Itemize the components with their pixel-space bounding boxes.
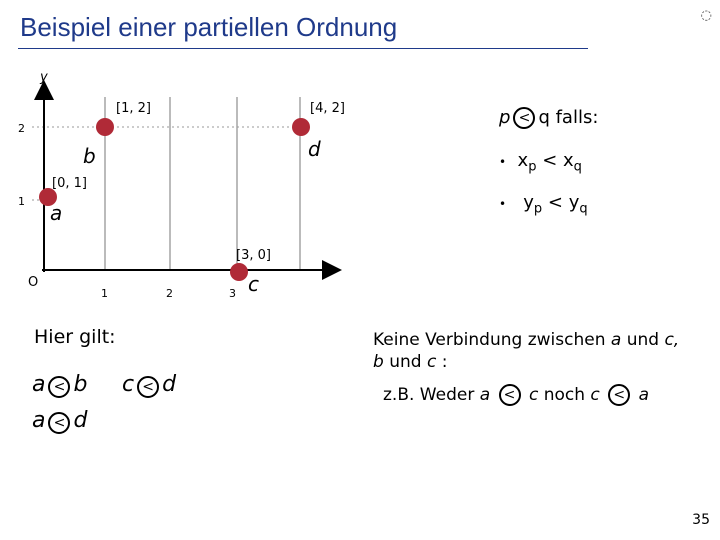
point-b-coord: [1, 2]: [116, 101, 151, 116]
noch-a: a: [638, 385, 650, 405]
rel2-left: c: [122, 372, 135, 397]
y-q: y: [568, 192, 580, 213]
lt-x: <: [542, 150, 558, 171]
origin-label: O: [28, 275, 39, 290]
rel3-left: a: [32, 408, 46, 433]
y-axis-label: y: [40, 70, 48, 85]
keine-c2: c: [426, 352, 437, 372]
page-number: 35: [692, 512, 710, 528]
keine-und-2: und: [383, 352, 427, 372]
less-than-circle-icon: <: [513, 107, 535, 129]
y-tick-1: 1: [18, 195, 25, 208]
point-c-coord: [3, 0]: [236, 248, 271, 263]
rel2-right: d: [162, 372, 177, 397]
grid-lines: [105, 97, 300, 270]
point-d-name: d: [308, 137, 321, 161]
rel3-right: d: [73, 408, 88, 433]
var-p: p: [499, 107, 511, 128]
y-tick-2: 2: [18, 122, 25, 135]
relation-a-d: [32, 408, 87, 434]
keine-line-2: [373, 352, 447, 372]
point-a-coord: [0, 1]: [52, 176, 87, 191]
sub-p-y: p: [533, 201, 543, 217]
x-q: x: [563, 150, 574, 171]
y-p: y: [523, 192, 534, 213]
zb-a: a: [479, 385, 491, 405]
less-than-circle-icon: <: [137, 376, 159, 398]
condition-y: [499, 192, 588, 217]
less-than-circle-icon: <: [499, 384, 521, 406]
noch-text: noch: [538, 385, 591, 405]
less-than-circle-icon: <: [48, 376, 70, 398]
rel1-right: b: [73, 372, 88, 397]
point-c: [230, 263, 248, 281]
relation-c-d: [122, 372, 176, 398]
keine-text: Keine Verbindung zwischen: [373, 330, 611, 350]
slide-title: Beispiel einer partiellen Ordnung: [20, 12, 398, 42]
sub-q-x: q: [573, 159, 582, 175]
zb-c: c: [528, 385, 539, 405]
x-p: x: [517, 150, 529, 171]
point-d: [292, 118, 310, 136]
bullet-y: •: [499, 197, 507, 211]
less-than-circle-icon: <: [48, 412, 70, 434]
sub-p-x: p: [528, 159, 537, 175]
x-tick-3: 3: [229, 287, 236, 300]
sub-q-y: q: [579, 201, 588, 217]
keine-b: b: [373, 352, 384, 372]
hier-gilt-heading: Hier gilt:: [34, 326, 116, 348]
zb-text: z.B. Weder: [383, 385, 480, 405]
keine-c: c,: [664, 330, 680, 350]
point-a-name: a: [50, 201, 63, 225]
less-than-circle-icon: <: [608, 384, 630, 406]
condition-heading: [499, 107, 598, 129]
bullet-x: •: [499, 155, 507, 169]
coordinate-diagram: [0, 60, 380, 310]
small-o-icon: ◌: [700, 8, 712, 23]
keine-a: a: [610, 330, 622, 350]
x-tick-2: 2: [166, 287, 173, 300]
point-b: [96, 118, 114, 136]
keine-colon: :: [436, 352, 448, 372]
relation-a-b: [32, 372, 87, 398]
rel1-left: a: [32, 372, 46, 397]
title-underline: [18, 48, 588, 49]
q-falls-text: q falls:: [538, 107, 599, 128]
keine-line-1: [373, 330, 679, 350]
point-d-coord: [4, 2]: [310, 101, 345, 116]
noch-c: c: [590, 385, 600, 405]
point-c-name: c: [248, 272, 259, 296]
x-tick-1: 1: [101, 287, 108, 300]
lt-y: <: [547, 192, 563, 213]
condition-x: [499, 150, 582, 175]
keine-und-1: und: [621, 330, 665, 350]
zb-line: [383, 384, 649, 406]
point-b-name: b: [83, 144, 96, 168]
condition-box: [481, 95, 651, 235]
